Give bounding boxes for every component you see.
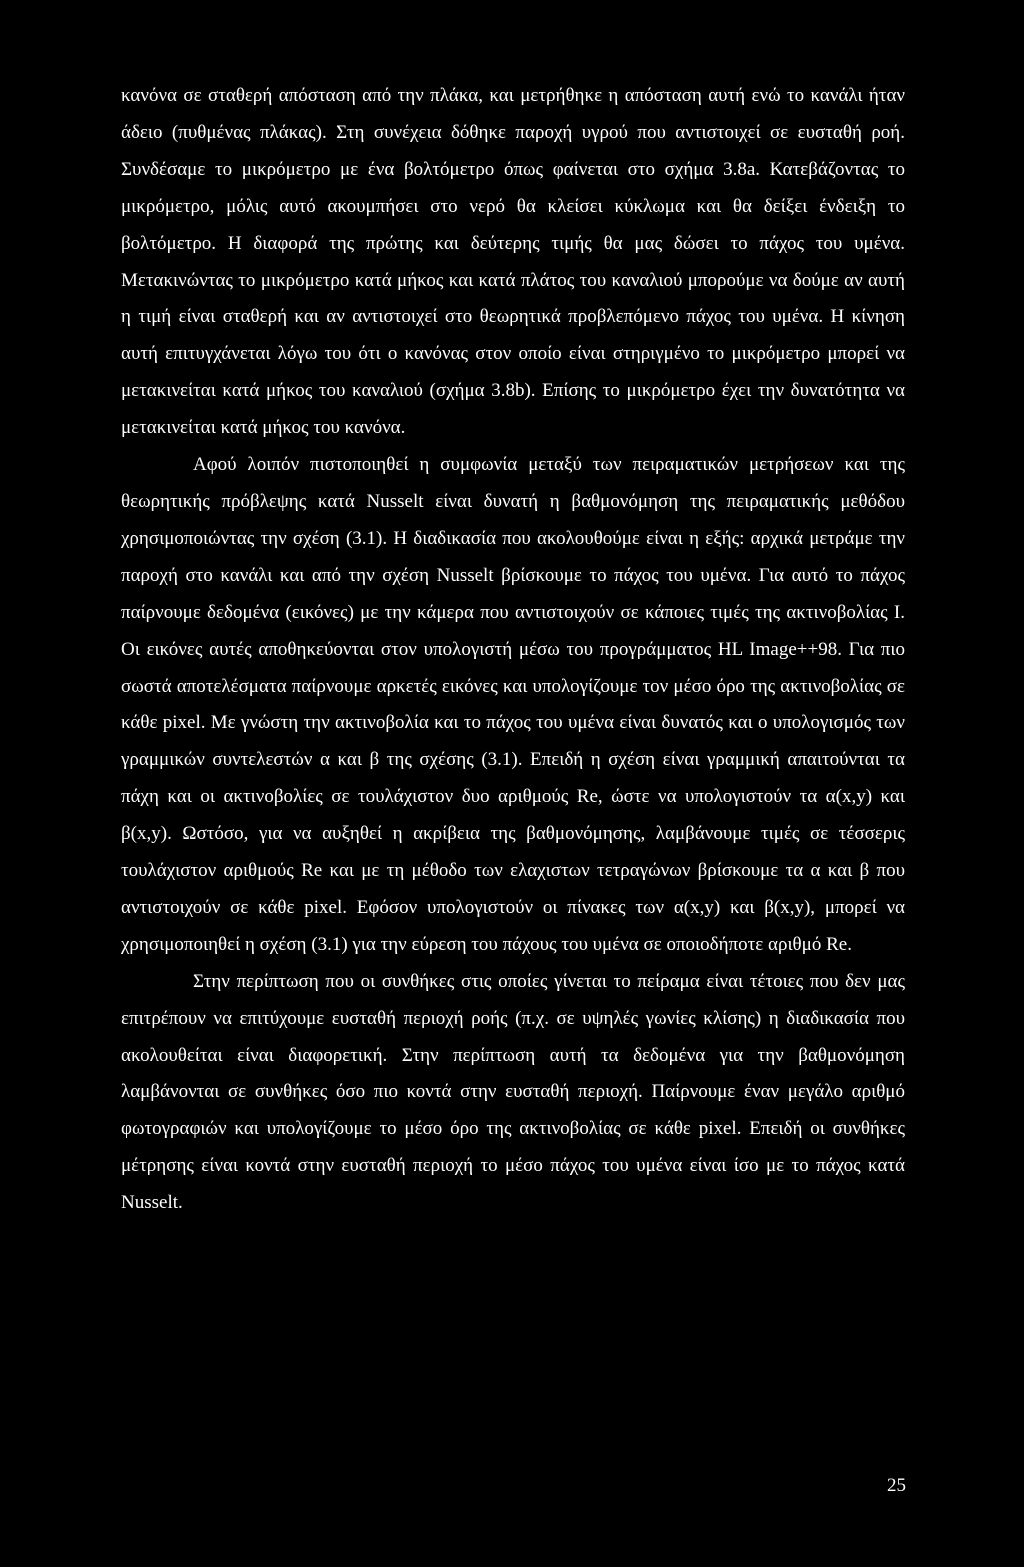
document-body: [121, 78, 905, 1222]
paragraph-1: κανόνα σε σταθερή απόσταση από την πλάκα, και μετρήθηκε η απόσταση αυτή ενώ το κανάλι ήταν άδειο (πυθμένας πλάκας). Στη συνέχεια δόθηκε παροχή υγρού που αντιστοιχεί σε ευσταθή ροή. Συνδέσαμε το μικρόμετρο με ένα βολτόμετρο όπως φαίνεται στο σχήμα 3.8a. Κατεβάζοντας το μικρόμετρο, μόλις αυτό ακουμπήσει στο νερό θα κλείσει κύκλωμα και θα δείξει ένδειξη το βολτόμετρο. Η διαφορά της πρώτης και δεύτερης τιμής θα μας δώσει το πάχος του υμένα. Μετακινώντας το μικρόμετρο κατά μήκος και κατά πλάτος του καναλιού μπορούμε να δούμε αν αυτή η τιμή είναι σταθερή και αν αντιστοιχεί στο θεωρητικά προβλεπόμενο πάχος του υμένα. Η κίνηση αυτή επιτυγχάνεται λόγω του ότι ο κανόνας στον οποίο είναι στηριγμένο το μικρόμετρο μπορεί να μετακινείται κατά μήκος του καναλιού (σχήμα 3.8b). Επίσης το μικρόμετρο έχει την δυνατότητα να μετακινείται κατά μήκος του κανόνα.: [121, 85, 905, 439]
paragraph-2: Αφού λοιπόν πιστοποιηθεί η συμφωνία μεταξύ των πειραματικών μετρήσεων και της θεωρητικής πρόβλεψης κατά Nusselt είναι δυνατή η βαθμονόμηση της πειραματικής μεθόδου χρησιμοποιώντας την σχέση (3.1). Η διαδικασία που ακολουθούμε είναι η εξής: αρχικά μετράμε την παροχή στο κανάλι και από την σχέση Nusselt βρίσκουμε το πάχος του υμένα. Για αυτό το πάχος παίρνουμε δεδομένα (εικόνες) με την κάμερα που αντιστοιχούν σε κάποιες τιμές της ακτινοβολίας I. Οι εικόνες αυτές αποθηκεύονται στον υπολογιστή μέσω του προγράμματος HL Image++98. Για πιο σωστά αποτελέσματα παίρνουμε αρκετές εικόνες και υπολογίζουμε τον μέσο όρο της ακτινοβολίας σε κάθε pixel. Με γνώστη την ακτινοβολία και το πάχος του υμένα είναι δυνατός και ο υπολογισμός των γραμμικών συντελεστών α και β της σχέσης (3.1). Επειδή η σχέση είναι γραμμική απαιτούνται τα πάχη και οι ακτινοβολίες σε τουλάχιστον δυο αριθμούς Re, ώστε να υπολογιστούν τα α(x,y) και β(x,y). Ωστόσο, για να αυξηθεί η ακρίβεια της βαθμονόμησης, λαμβάνουμε τιμές σε τέσσερις τουλάχιστον αριθμούς Re και με τη μέθοδο των ελαχιστων τετραγώνων βρίσκουμε τα α και β που αντιστοιχούν σε κάθε pixel. Εφόσον υπολογιστούν οι πίνακες των α(x,y) και β(x,y), μπορεί να χρησιμοποιηθεί η σχέση (3.1) για την εύρεση του πάχους του υμένα σε οποιοδήποτε αριθμό Re.: [121, 454, 905, 955]
paragraph-3: Στην περίπτωση που οι συνθήκες στις οποίες γίνεται το πείραμα είναι τέτοιες που δεν μας επιτρέπουν να επιτύχουμε ευσταθή περιοχή ροής (π.χ. σε υψηλές γωνίες κλίσης) η διαδικασία που ακολουθείται είναι διαφορετική. Στην περίπτωση αυτή τα δεδομένα για την βαθμονόμηση λαμβάνονται σε συνθήκες όσο πιο κοντά στην ευσταθή περιοχή. Παίρνουμε έναν μεγάλο αριθμό φωτογραφιών και υπολογίζουμε το μέσο όρο της ακτινοβολίας σε κάθε pixel. Επειδή οι συνθήκες μέτρησης είναι κοντά στην ευσταθή περιοχή το μέσο πάχος του υμένα είναι ίσο με το πάχος κατά Nusselt.: [121, 970, 905, 1214]
page-number: 25: [887, 1475, 906, 1496]
